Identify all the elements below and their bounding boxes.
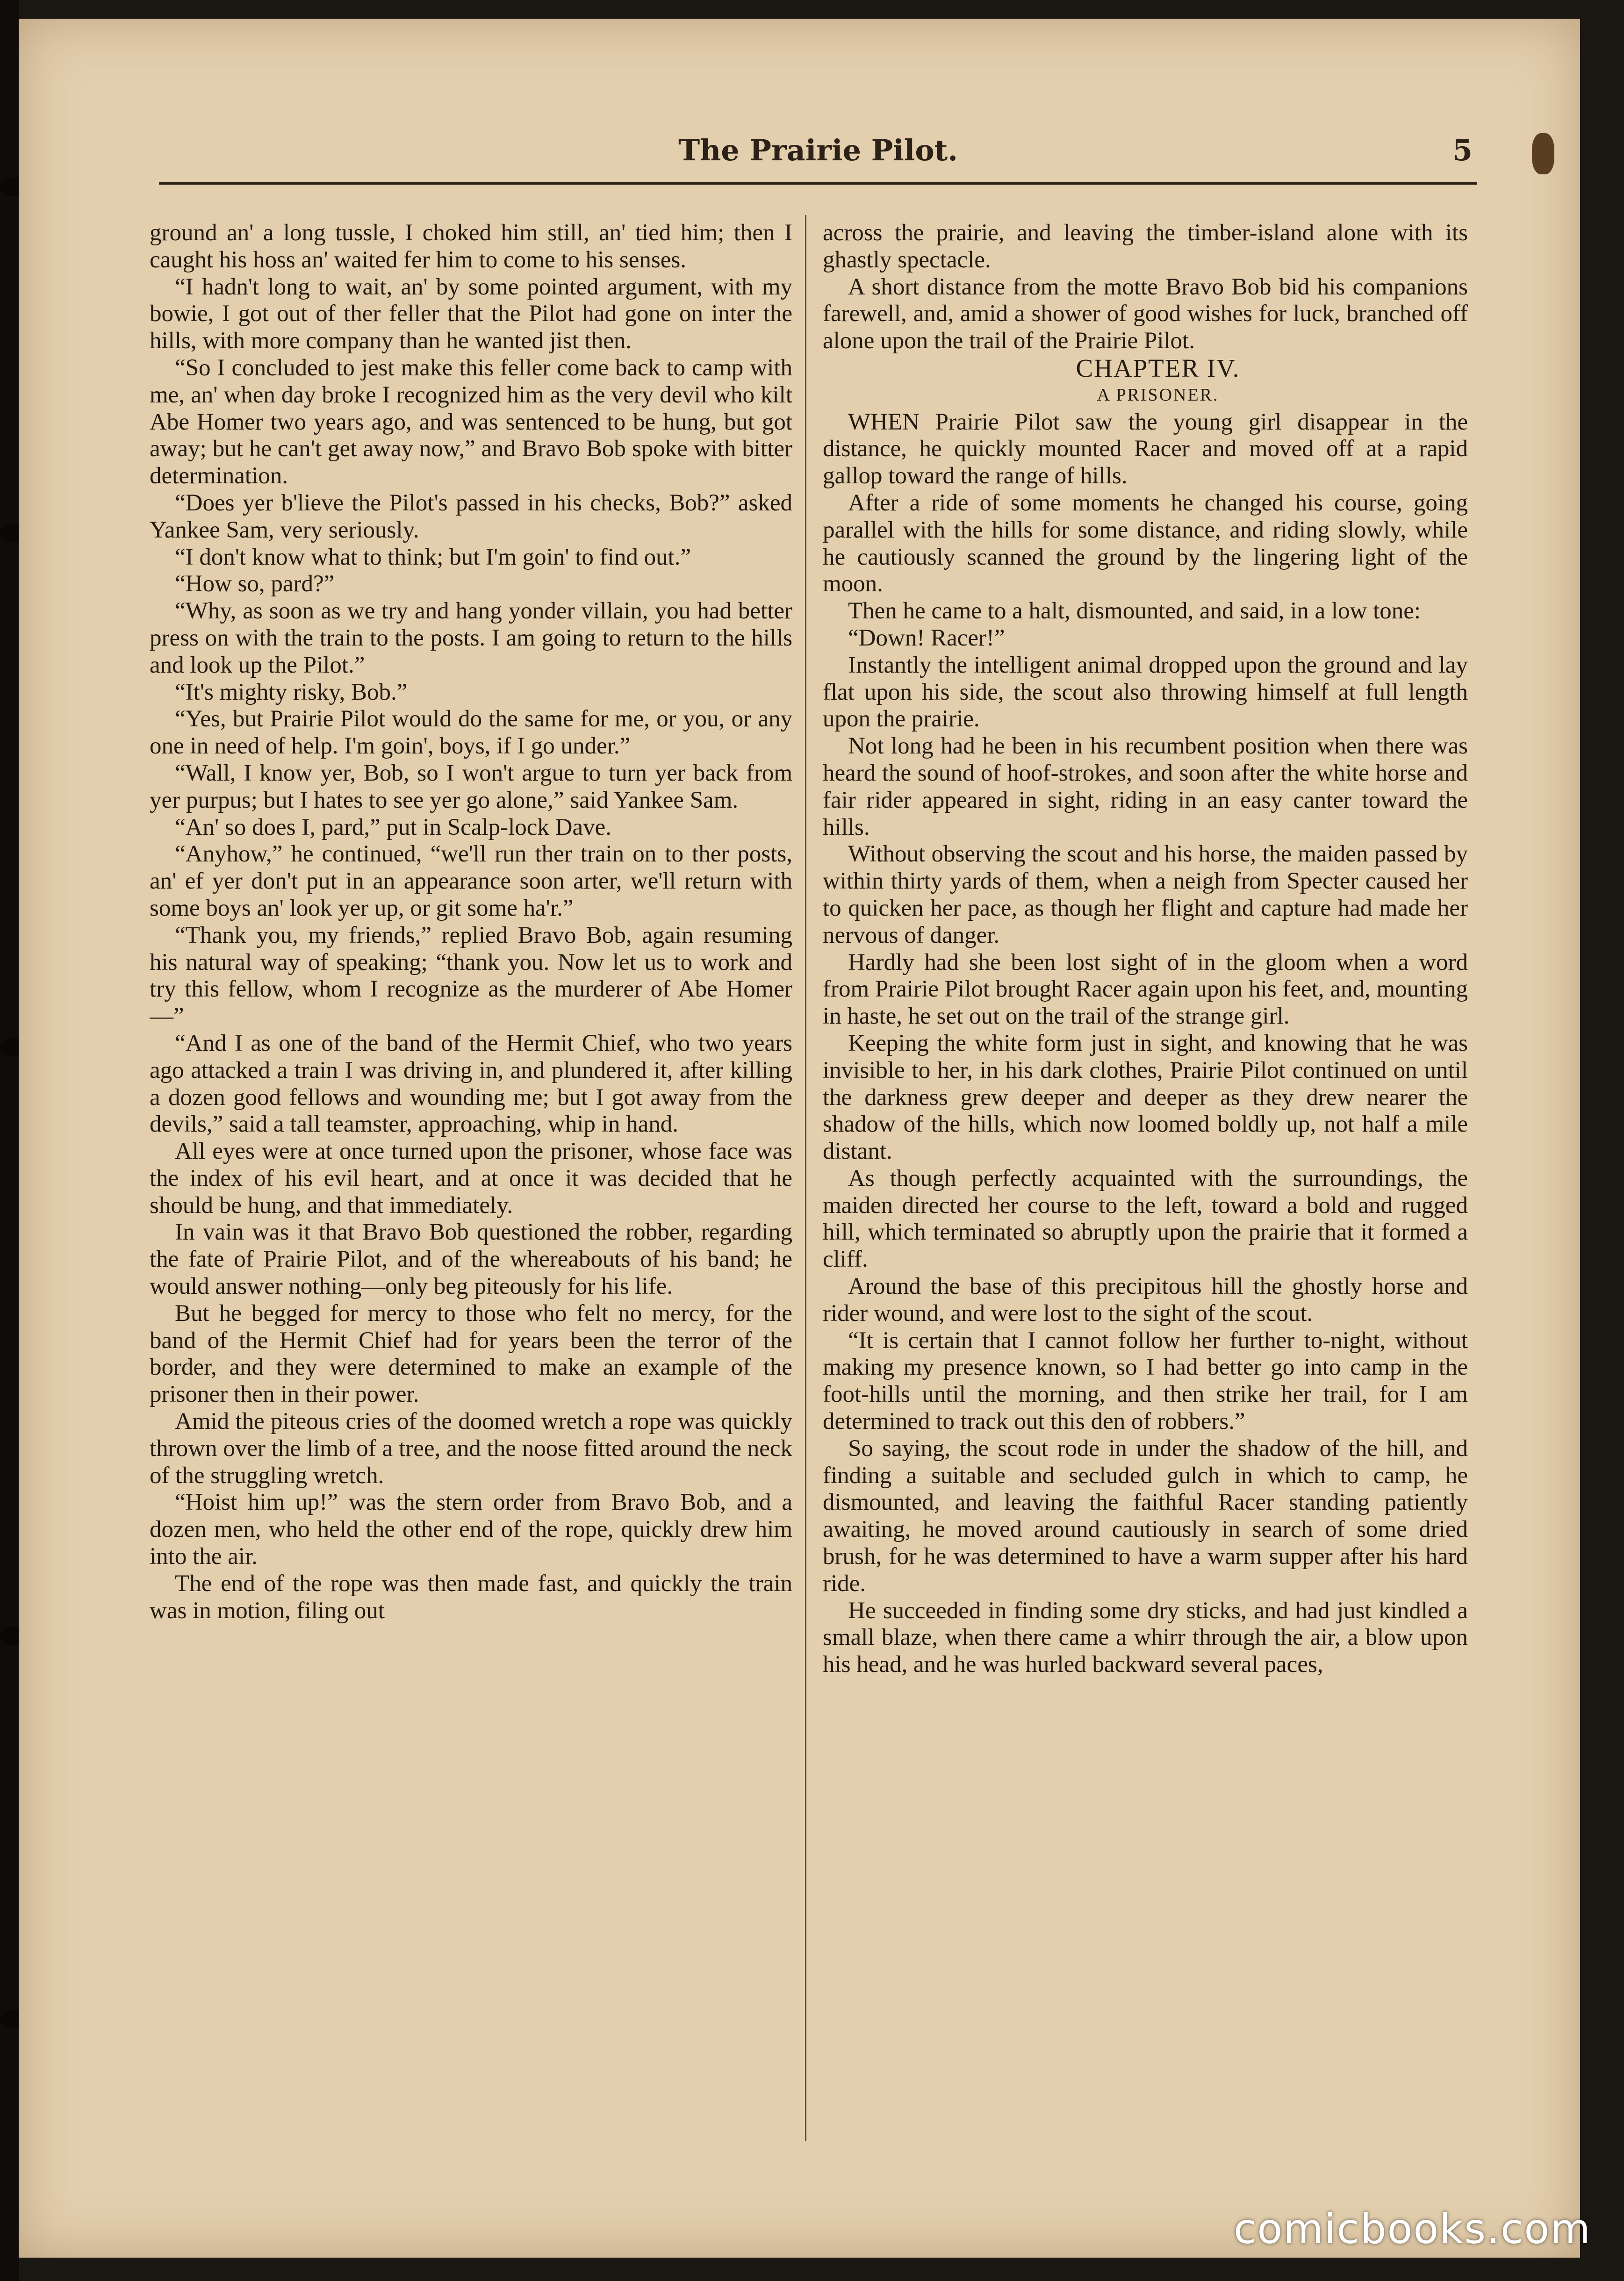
paragraph: As though perfectly acquainted with the surroundings, the maiden directed her course to the left, toward a bold and rugged hill, which terminated so abruptly upon the prairie that it formed a cliff. bbox=[823, 1165, 1468, 1273]
paragraph: WHEN Prairie Pilot saw the young girl disappear in the distance, he quickly mounted Racer and moved off at a rapid gallop toward the range of hills. bbox=[823, 409, 1468, 489]
paragraph: In vain was it that Bravo Bob questioned the robber, regarding the fate of Prairie Pilot, and of the whereabouts of his band; he would answer nothing—only beg piteously for his life. bbox=[150, 1219, 792, 1300]
paragraph: across the prairie, and leaving the timber-island alone with its ghastly spectacle. bbox=[823, 220, 1468, 273]
paragraph: “Down! Racer!” bbox=[848, 624, 1005, 651]
page-number: 5 bbox=[1452, 133, 1473, 167]
chapter-title: CHAPTER IV. bbox=[1076, 353, 1240, 382]
paragraph: “I hadn't long to wait, an' by some pointed argument, with my bowie, I got out of ther feller that the Pilot had gone on inter the hills, with more company than he wanted jist then. bbox=[150, 273, 792, 354]
paragraph: “Hoist him up!” was the stern order from Bravo Bob, and a dozen men, who held the other end of the rope, quickly drew him into the air. bbox=[150, 1489, 792, 1570]
watermark-logo: comicbooks.com bbox=[1233, 2205, 1591, 2253]
paragraph: Amid the piteous cries of the doomed wretch a rope was quickly thrown over the limb of a tree, and the noose fitted around the neck of the struggling wretch. bbox=[150, 1408, 792, 1489]
paragraph: “Does yer b'lieve the Pilot's passed in his checks, Bob?” asked Yankee Sam, very seriously. bbox=[150, 489, 792, 543]
paragraph: A short distance from the motte Bravo Bob bid his companions farewell, and, amid a shower of good wishes for luck, branched off alone upon the trail of the Prairie Pilot. bbox=[823, 273, 1468, 354]
paragraph: “How so, pard?” bbox=[175, 571, 335, 597]
paragraph: “It is certain that I cannot follow her further to-night, without making my presence known, so I had better go into camp in the foot-hills until the morning, and then strike her trail, for I am determined to track out this den of robbers.” bbox=[823, 1327, 1468, 1435]
right-text-column bbox=[823, 220, 1468, 2136]
running-title: The Prairie Pilot. bbox=[678, 133, 958, 167]
paragraph: All eyes were at once turned upon the prisoner, whose face was the index of his evil heart, and at once it was decided that he should be hung, and that immediately. bbox=[150, 1138, 792, 1219]
paragraph: “Thank you, my friends,” replied Bravo Bob, again resuming his natural way of speaking; “thank you. Now let us to work and try this fellow, whom I recognize as the murderer of Abe Homer—” bbox=[150, 922, 792, 1030]
paragraph: “Why, as soon as we try and hang yonder villain, you had better press on with the train to the posts. I am going to return to the hills and look up the Pilot.” bbox=[150, 598, 792, 678]
paragraph: Not long had he been in his recumbent position when there was heard the sound of hoof-strokes, and soon after the white horse and fair rider appeared in sight, riding in an easy canter toward the hills. bbox=[823, 733, 1468, 840]
paragraph: “An' so does I, pard,” put in Scalp-lock Dave. bbox=[175, 814, 612, 840]
chapter-subtitle: A PRISONER. bbox=[1097, 385, 1219, 405]
paragraph: “And I as one of the band of the Hermit Chief, who two years ago attacked a train I was driving in, and plundered it, after killing a dozen good fellows and wounding me; but I got away from the devils,” said a tall teamster, approaching, whip in hand. bbox=[150, 1030, 792, 1138]
paragraph: So saying, the scout rode in under the shadow of the hill, and finding a suitable and secluded gulch in which to camp, he dismounted, and leaving the faithful Racer standing patiently awaiting, he moved around cautiously in search of some dried brush, for he was determined to have a warm supper after his hard ride. bbox=[823, 1435, 1468, 1597]
paragraph: The end of the rope was then made fast, and quickly the train was in motion, filing out bbox=[150, 1570, 792, 1624]
paragraph: After a ride of some moments he changed his course, going parallel with the hills for some distance, and riding slowly, while he cautiously scanned the ground by the lingering light of the moon. bbox=[823, 489, 1468, 597]
page-header bbox=[159, 129, 1477, 180]
paragraph: Hardly had she been lost sight of in the gloom when a word from Prairie Pilot brought Racer again upon his feet, and, mounting in haste, he set out on the trail of the strange girl. bbox=[823, 949, 1468, 1030]
paragraph: Then he came to a halt, dismounted, and said, in a low tone: bbox=[848, 598, 1421, 624]
paragraph: “So I concluded to jest make this feller come back to camp with me, an' when day broke I recognized him as the very devil who kilt Abe Homer two years ago, and was sentenced to be hung, but got away; but he can't get away now,” and Bravo Bob spoke with bitter determination. bbox=[150, 354, 792, 489]
paragraph: “I don't know what to think; but I'm goin' to find out.” bbox=[175, 544, 691, 570]
right-column-top-text bbox=[823, 220, 1468, 355]
paragraph: “It's mighty risky, Bob.” bbox=[175, 679, 408, 705]
paragraph: Around the base of this precipitous hill the ghostly horse and rider wound, and were lost to the sight of the scout. bbox=[823, 1273, 1468, 1327]
left-text-column bbox=[150, 220, 792, 2136]
right-column-bottom-text bbox=[823, 409, 1468, 1678]
paragraph: “Anyhow,” he continued, “we'll run ther train on to ther posts, an' ef yer don't put in an appearance soon arter, we'll return with some boys an' look yer up, or git some ha'r.” bbox=[150, 841, 792, 921]
page-binding bbox=[0, 0, 19, 2281]
paragraph: But he begged for mercy to those who felt no mercy, for the band of the Hermit Chief had for years been the terror of the border, and they were determined to make an example of the prisoner then in their power. bbox=[150, 1300, 792, 1408]
paper-stain bbox=[1532, 133, 1554, 174]
paragraph: “Wall, I know yer, Bob, so I won't argue to turn yer back from yer purpus; but I hates to see yer go alone,” said Yankee Sam. bbox=[150, 760, 792, 813]
paragraph: Keeping the white form just in sight, and knowing that he was invisible to her, in his dark clothes, Prairie Pilot continued on until the darkness grew deeper and deeper as they drew nearer the shadow of the hills, which now loomed boldly up, not half a mile distant. bbox=[823, 1030, 1468, 1165]
paragraph: He succeeded in finding some dry sticks, and had just kindled a small blaze, when there came a whirr through the air, a blow upon his head, and he was hurled backward several paces, bbox=[823, 1597, 1468, 1678]
paragraph: “Yes, but Prairie Pilot would do the same for me, or you, or any one in need of help. I'm goin', boys, if I go under.” bbox=[150, 706, 792, 760]
paragraph: ground an' a long tussle, I choked him still, an' tied him; then I caught his hoss an' waited fer him to come to his senses. bbox=[150, 220, 792, 273]
paragraph: Without observing the scout and his horse, the maiden passed by within thirty yards of them, when a neigh from Specter caused her to quicken her pace, as though her flight and capture had made her nervous of danger. bbox=[823, 841, 1468, 948]
column-divider bbox=[805, 215, 806, 2141]
header-rule bbox=[159, 182, 1477, 185]
paragraph: Instantly the intelligent animal dropped upon the ground and lay flat upon his side, the scout also throwing himself at full length upon the prairie. bbox=[823, 652, 1468, 732]
